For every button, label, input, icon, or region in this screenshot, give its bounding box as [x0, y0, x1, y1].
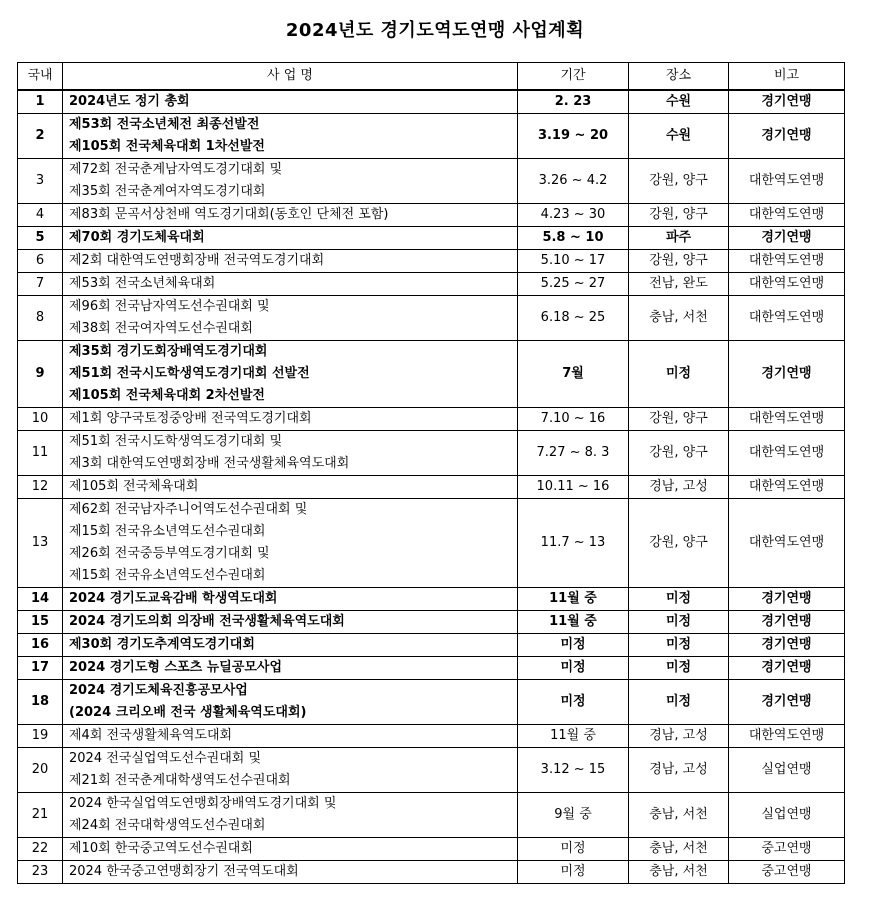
event-note: 대한역도연맹: [729, 499, 845, 588]
event-note: 대한역도연맹: [729, 725, 845, 748]
row-number: 14: [18, 588, 63, 611]
row-number: 22: [18, 838, 63, 861]
row-number: 8: [18, 296, 63, 341]
table-row: [18, 588, 845, 611]
event-name: [63, 408, 518, 431]
event-place: 경남, 고성: [629, 725, 729, 748]
event-note: 경기연맹: [729, 611, 845, 634]
table-row: [18, 657, 845, 680]
header-name: 사 업 명: [63, 63, 518, 91]
row-number: 17: [18, 657, 63, 680]
event-note: 대한역도연맹: [729, 408, 845, 431]
event-name: [63, 159, 518, 204]
event-name: [63, 431, 518, 476]
event-place: 수원: [629, 90, 729, 114]
event-period: 미정: [518, 838, 629, 861]
event-place: 강원, 양구: [629, 431, 729, 476]
table-row: [18, 204, 845, 227]
event-place: 미정: [629, 634, 729, 657]
event-note: 실업연맹: [729, 793, 845, 838]
row-number: 2: [18, 114, 63, 159]
event-name: [63, 296, 518, 341]
row-number: 18: [18, 680, 63, 725]
event-place: 미정: [629, 611, 729, 634]
table-row: [18, 227, 845, 250]
event-name-line: 2024 전국실업역도선수권대회 및: [69, 751, 262, 766]
event-name-line: 제21회 전국춘계대학생역도선수권대회: [69, 773, 291, 788]
event-place: 충남, 서천: [629, 861, 729, 884]
event-name-line: (2024 크리오배 전국 생활체육역도대회): [69, 705, 307, 720]
event-note: 대한역도연맹: [729, 431, 845, 476]
event-note: 대한역도연맹: [729, 204, 845, 227]
row-number: 19: [18, 725, 63, 748]
event-name: [63, 588, 518, 611]
event-name: [63, 476, 518, 499]
event-period: 7.27 ~ 8. 3: [518, 431, 629, 476]
event-place: 수원: [629, 114, 729, 159]
event-name-line: 제2회 대한역도연맹회장배 전국역도경기대회: [69, 253, 325, 268]
event-period: 7.10 ~ 16: [518, 408, 629, 431]
event-place: 강원, 양구: [629, 250, 729, 273]
row-number: 11: [18, 431, 63, 476]
event-period: 3.19 ~ 20: [518, 114, 629, 159]
row-number: 21: [18, 793, 63, 838]
event-name: [63, 273, 518, 296]
event-place: 미정: [629, 341, 729, 408]
table-row: [18, 90, 845, 114]
event-period: 3.12 ~ 15: [518, 748, 629, 793]
row-number: 3: [18, 159, 63, 204]
row-number: 5: [18, 227, 63, 250]
event-note: 경기연맹: [729, 90, 845, 114]
event-name: [63, 725, 518, 748]
event-name-line: 제96회 전국남자역도선수권대회 및: [69, 299, 270, 314]
event-period: 미정: [518, 861, 629, 884]
event-name: [63, 748, 518, 793]
event-name-line: 2024년도 정기 총회: [69, 94, 190, 109]
table-row: [18, 431, 845, 476]
event-place: 파주: [629, 227, 729, 250]
event-place: 경남, 고성: [629, 748, 729, 793]
event-name: [63, 634, 518, 657]
event-period: 4.23 ~ 30: [518, 204, 629, 227]
event-name-line: 제70회 경기도체육대회: [69, 230, 205, 245]
event-period: 5.8 ~ 10: [518, 227, 629, 250]
header-no: 국내: [18, 63, 63, 91]
business-plan-table: [17, 62, 845, 884]
row-number: 4: [18, 204, 63, 227]
table-row: [18, 341, 845, 408]
event-name: [63, 250, 518, 273]
event-name-line: 제53회 전국소년체전 최종선발전: [69, 117, 260, 132]
table-row: [18, 748, 845, 793]
event-name-line: 제35회 경기도회장배역도경기대회: [69, 344, 268, 359]
event-name-line: 제35회 전국춘계여자역도경기대회: [69, 184, 266, 199]
event-name: [63, 838, 518, 861]
event-note: 경기연맹: [729, 680, 845, 725]
page-title: 2024년도 경기도역도연맹 사업계획: [285, 20, 585, 41]
event-name-line: 2024 경기도의회 의장배 전국생활체육역도대회: [69, 614, 345, 629]
table-row: [18, 273, 845, 296]
table-row: [18, 793, 845, 838]
event-period: 9월 중: [518, 793, 629, 838]
event-name-line: 제15회 전국유소년역도선수권대회: [69, 568, 266, 583]
event-name-line: 제83회 문곡서상천배 역도경기대회(동호인 단체전 포함): [69, 207, 389, 222]
event-name-line: 제72회 전국춘계남자역도경기대회 및: [69, 162, 283, 177]
event-name-line: 2024 한국중고연맹회장기 전국역도대회: [69, 864, 299, 879]
event-name-line: 제24회 전국대학생역도선수권대회: [69, 818, 266, 833]
event-name: [63, 680, 518, 725]
event-name: [63, 793, 518, 838]
event-name-line: 제30회 경기도추계역도경기대회: [69, 637, 255, 652]
event-name: [63, 611, 518, 634]
event-place: 미정: [629, 657, 729, 680]
event-name-line: 제3회 대한역도연맹회장배 전국생활체육역도대회: [69, 456, 350, 471]
event-name: [63, 861, 518, 884]
event-place: 강원, 양구: [629, 499, 729, 588]
event-period: 11월 중: [518, 588, 629, 611]
event-name: [63, 499, 518, 588]
event-name-line: 제51회 전국시도학생역도경기대회 및: [69, 434, 283, 449]
event-note: 경기연맹: [729, 114, 845, 159]
event-name-line: 제105회 전국체육대회: [69, 479, 199, 494]
table-row: [18, 838, 845, 861]
table-row: [18, 611, 845, 634]
table-row: [18, 408, 845, 431]
event-place: 전남, 완도: [629, 273, 729, 296]
event-name-line: 제62회 전국남자주니어역도선수권대회 및: [69, 502, 308, 517]
event-period: 10.11 ~ 16: [518, 476, 629, 499]
event-name-line: 제105회 전국체육대회 1차선발전: [69, 139, 265, 154]
event-name-line: 제4회 전국생활체육역도대회: [69, 728, 233, 743]
event-place: 충남, 서천: [629, 793, 729, 838]
table-header-row: [18, 63, 845, 91]
event-period: 3.26 ~ 4.2: [518, 159, 629, 204]
event-period: 7월: [518, 341, 629, 408]
event-name: [63, 657, 518, 680]
row-number: 16: [18, 634, 63, 657]
table-row: [18, 725, 845, 748]
event-period: 11월 중: [518, 611, 629, 634]
table-row: [18, 634, 845, 657]
event-name-line: 제51회 전국시도학생역도경기대회 선발전: [69, 366, 310, 381]
event-period: 5.10 ~ 17: [518, 250, 629, 273]
event-name-line: 제105회 전국체육대회 2차선발전: [69, 388, 265, 403]
event-period: 2. 23: [518, 90, 629, 114]
event-place: 강원, 양구: [629, 408, 729, 431]
event-name: [63, 204, 518, 227]
table-row: [18, 114, 845, 159]
event-period: 6.18 ~ 25: [518, 296, 629, 341]
event-note: 경기연맹: [729, 634, 845, 657]
event-name: [63, 227, 518, 250]
event-name-line: 제15회 전국유소년역도선수권대회: [69, 524, 266, 539]
table-row: [18, 861, 845, 884]
event-name-line: 제10회 한국중고역도선수권대회: [69, 841, 253, 856]
event-name-line: 제26회 전국중등부역도경기대회 및: [69, 546, 270, 561]
event-note: 대한역도연맹: [729, 296, 845, 341]
row-number: 23: [18, 861, 63, 884]
event-note: 대한역도연맹: [729, 273, 845, 296]
event-note: 중고연맹: [729, 861, 845, 884]
table-row: [18, 476, 845, 499]
event-name-line: 2024 경기도체육진흥공모사업: [69, 683, 248, 698]
row-number: 6: [18, 250, 63, 273]
event-name-line: 2024 경기도교육감배 학생역도대회: [69, 591, 278, 606]
event-note: 경기연맹: [729, 657, 845, 680]
event-note: 대한역도연맹: [729, 476, 845, 499]
table-row: [18, 296, 845, 341]
event-name-line: 제53회 전국소년체육대회: [69, 276, 216, 291]
event-place: 강원, 양구: [629, 204, 729, 227]
event-note: 중고연맹: [729, 838, 845, 861]
event-note: 경기연맹: [729, 341, 845, 408]
event-period: 미정: [518, 657, 629, 680]
event-note: 대한역도연맹: [729, 250, 845, 273]
table-row: [18, 250, 845, 273]
row-number: 7: [18, 273, 63, 296]
event-place: 경남, 고성: [629, 476, 729, 499]
row-number: 9: [18, 341, 63, 408]
header-note: 비고: [729, 63, 845, 91]
event-note: 경기연맹: [729, 227, 845, 250]
event-name-line: 2024 경기도형 스포츠 뉴딜공모사업: [69, 660, 283, 675]
row-number: 10: [18, 408, 63, 431]
table-row: [18, 499, 845, 588]
event-period: 5.25 ~ 27: [518, 273, 629, 296]
event-period: 미정: [518, 634, 629, 657]
event-place: 미정: [629, 588, 729, 611]
row-number: 15: [18, 611, 63, 634]
event-place: 충남, 서천: [629, 838, 729, 861]
table-row: [18, 159, 845, 204]
event-note: 대한역도연맹: [729, 159, 845, 204]
event-name: [63, 114, 518, 159]
event-place: 강원, 양구: [629, 159, 729, 204]
event-name-line: 제1회 양구국토정중앙배 전국역도경기대회: [69, 411, 312, 426]
event-note: 실업연맹: [729, 748, 845, 793]
event-name: [63, 90, 518, 114]
header-period: 기간: [518, 63, 629, 91]
event-note: 경기연맹: [729, 588, 845, 611]
event-period: 미정: [518, 680, 629, 725]
row-number: 20: [18, 748, 63, 793]
event-place: 충남, 서천: [629, 296, 729, 341]
row-number: 12: [18, 476, 63, 499]
event-name-line: 제38회 전국여자역도선수권대회: [69, 321, 253, 336]
row-number: 13: [18, 499, 63, 588]
header-place: 장소: [629, 63, 729, 91]
event-name: [63, 341, 518, 408]
row-number: 1: [18, 90, 63, 114]
event-period: 11월 중: [518, 725, 629, 748]
event-place: 미정: [629, 680, 729, 725]
table-row: [18, 680, 845, 725]
event-period: 11.7 ~ 13: [518, 499, 629, 588]
event-name-line: 2024 한국실업역도연맹회장배역도경기대회 및: [69, 796, 337, 811]
